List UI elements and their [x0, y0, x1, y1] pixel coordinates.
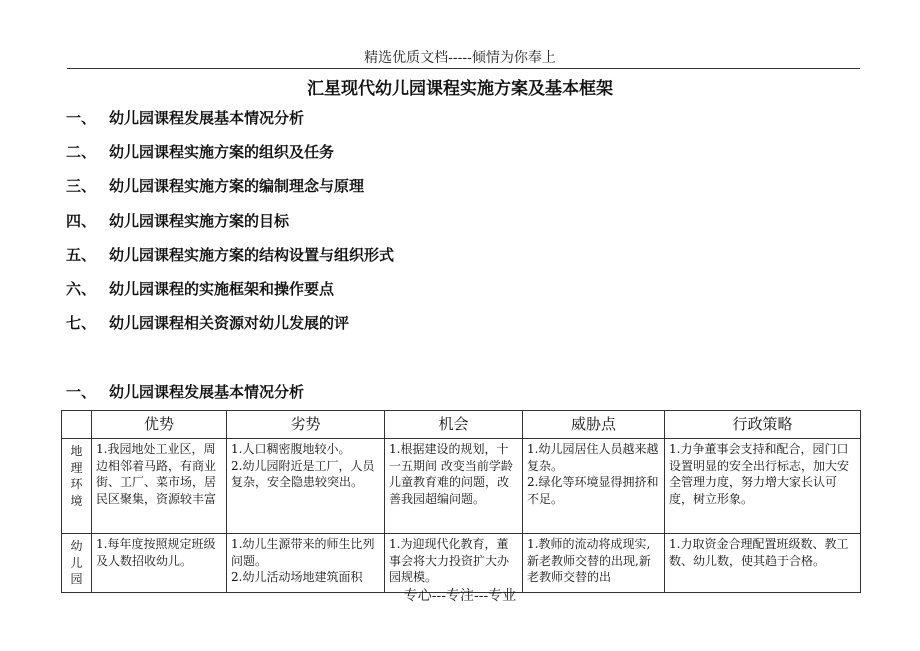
- row-label-char: 理: [70, 460, 83, 475]
- table-cell: 1.力取资金合理配置班级数、教工数、幼儿数，使其趋于合格。: [665, 534, 861, 593]
- outline-number: 一、: [66, 109, 97, 127]
- table-cell: 1.力争董事会支持和配合，园门口设置明显的安全出行标志，加大安全管理力度，努力增大家长认可度，树立形象。: [665, 439, 861, 534]
- row-label-geography: [62, 439, 92, 534]
- header-threats: 威胁点: [523, 411, 665, 439]
- swot-table: [61, 410, 861, 593]
- table-cell: 1.每年度按照规定班级及人数招收幼儿。: [92, 534, 227, 593]
- row-label-char: 地: [70, 444, 83, 458]
- outline-text: 幼儿园课程发展基本情况分析: [109, 109, 305, 127]
- outline-number: 三、: [66, 177, 97, 196]
- outline-number: 二、: [66, 143, 97, 162]
- row-label-char: 幼: [70, 539, 83, 553]
- outline-item: [66, 175, 394, 209]
- outline-text: 幼儿园课程实施方案的目标: [109, 211, 290, 230]
- outline-text: 幼儿园课程相关资源对幼儿发展的评: [109, 314, 350, 333]
- outline-item: [66, 210, 394, 244]
- page-header: 精选优质文档-----倾情为你奉上: [364, 50, 556, 66]
- row-label-char: 环: [70, 477, 83, 491]
- document-title: 汇星现代幼儿园课程实施方案及基本框架: [307, 79, 613, 99]
- row-label-kindergarten: [62, 534, 92, 593]
- outline-text: 幼儿园课程实施方案的组织及任务: [109, 143, 335, 162]
- table-header-row: [62, 411, 861, 439]
- table-cell: 1.幼儿园居住人员越来越复杂。 2.绿化等环境显得拥挤和不足。: [523, 439, 665, 534]
- table-cell: 1.教师的流动将成现实,新老教师交替的出现,新老教师交替的出: [523, 534, 665, 593]
- outline-item: [66, 278, 394, 312]
- section-heading: [66, 381, 304, 403]
- table-cell: 1.为迎现代化教育，董事会将大力投资扩大办园规模。: [385, 534, 523, 593]
- table-cell: 1.幼儿生源带来的师生比列问题。 2.幼儿活动场地建筑面积: [227, 534, 385, 593]
- header-weaknesses: 劣势: [227, 411, 385, 439]
- table-row: [62, 439, 861, 534]
- row-label-char: 园: [70, 572, 83, 586]
- outline-text: 幼儿园课程实施方案的结构设置与组织形式: [109, 245, 395, 264]
- page-footer: 专心---专注---专业: [403, 588, 517, 604]
- header-corner: [62, 411, 92, 439]
- outline-number: 七、: [66, 314, 97, 333]
- outline-item: [66, 107, 394, 141]
- header-rule: [67, 68, 860, 69]
- outline-item: [66, 244, 394, 278]
- row-label-char: 儿: [70, 555, 83, 570]
- outline-text: 幼儿园课程实施方案的编制理念与原理: [109, 177, 365, 196]
- outline-item: [66, 312, 394, 346]
- section-number: 一、: [66, 383, 97, 401]
- outline-number: 五、: [66, 245, 97, 264]
- outline-text: 幼儿园课程的实施框架和操作要点: [109, 279, 335, 298]
- header-strengths: 优势: [92, 411, 227, 439]
- row-label-char: 境: [70, 493, 83, 508]
- table-cell: 1.人口稠密腹地较小。 2.幼儿园附近是工厂，人员复杂，安全隐患较突出。: [227, 439, 385, 534]
- table-cell: 1.根据建设的规划，十一五期间 改变当前学龄儿童教育难的问题，改善我园超编问题。: [385, 439, 523, 534]
- outline-item: [66, 141, 394, 175]
- header-admin-strategy: 行政策略: [665, 411, 861, 439]
- section-text: 幼儿园课程发展基本情况分析: [109, 383, 305, 401]
- outline-list: [66, 107, 394, 346]
- header-opportunities: 机会: [385, 411, 523, 439]
- table-cell: 1.我园地处工业区，周边相邻着马路，有商业街、工厂、菜市场，居民区聚集，资源较丰富: [92, 439, 227, 534]
- outline-number: 六、: [66, 279, 97, 298]
- outline-number: 四、: [66, 211, 97, 230]
- table-row: [62, 534, 861, 593]
